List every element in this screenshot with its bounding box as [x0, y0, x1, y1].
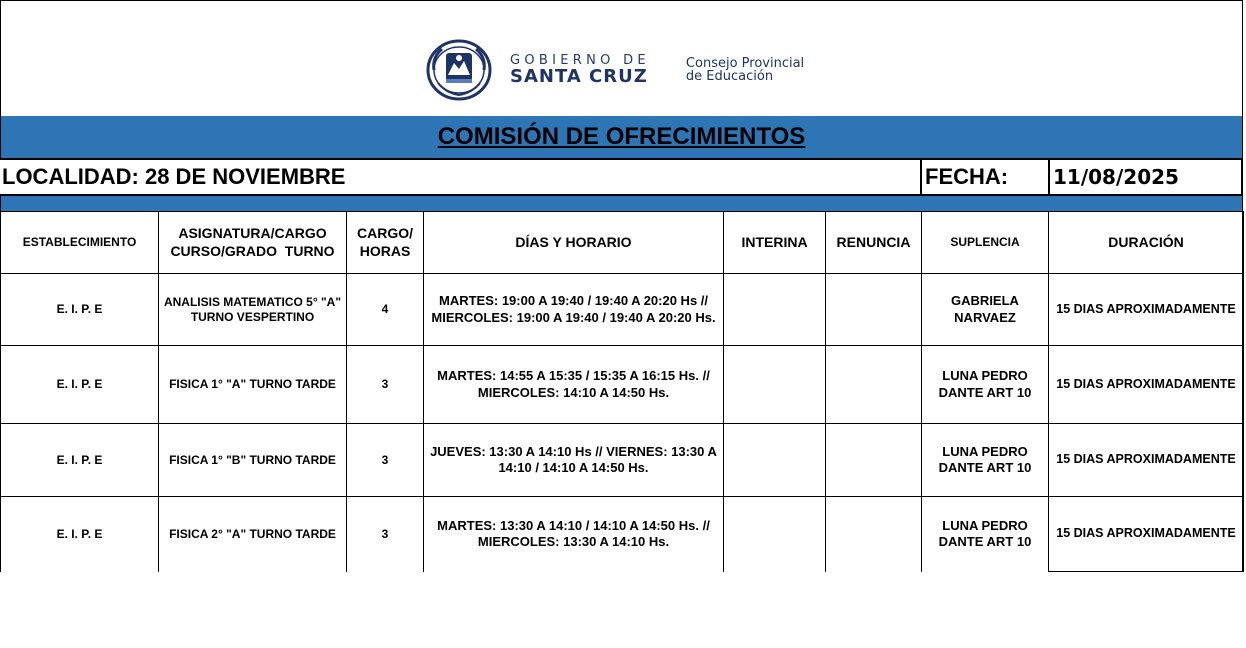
offers-table	[0, 211, 1244, 572]
table-row	[1, 346, 1244, 424]
cell-suplencia: LUNA PEDRO DANTE ART 10	[922, 346, 1049, 424]
cell-renuncia	[826, 424, 922, 497]
gov-line-1: GOBIERNO DE	[510, 53, 650, 68]
cell-suplencia: GABRIELA NARVAEZ	[922, 274, 1049, 346]
col-interina: INTERINA	[724, 212, 826, 274]
fecha-value: 11/08/2025	[1048, 160, 1243, 194]
col-asignatura-line1: ASIGNATURA/CARGO	[178, 225, 327, 241]
col-asignatura	[159, 212, 347, 274]
cell-asignatura: FISICA 2° "A" TURNO TARDE	[159, 497, 347, 572]
col-asignatura-line2: CURSO/GRADO TURNO	[170, 242, 335, 259]
cell-duracion: 15 DIAS APROXIMADAMENTE	[1049, 346, 1244, 424]
cell-establecimiento: E. I. P. E	[1, 424, 159, 497]
cell-establecimiento: E. I. P. E	[1, 497, 159, 572]
consejo-line-2: de Educación	[685, 69, 774, 84]
cell-duracion: 15 DIAS APROXIMADAMENTE	[1049, 497, 1244, 572]
cell-duracion: 15 DIAS APROXIMADAMENTE	[1049, 274, 1244, 346]
title-band	[1, 116, 1242, 158]
col-renuncia: RENUNCIA	[826, 212, 922, 274]
col-cargo-line2: HORAS	[359, 242, 411, 259]
col-cargo-horas	[347, 212, 424, 274]
cell-dias: MARTES: 14:55 A 15:35 / 15:35 A 16:15 Hs. // MIERCOLES: 14:10 A 14:50 Hs.	[424, 346, 724, 424]
cell-suplencia: LUNA PEDRO DANTE ART 10	[922, 424, 1049, 497]
fecha-label: FECHA:	[920, 160, 1048, 194]
table-row	[1, 424, 1244, 497]
localidad-label: LOCALIDAD: 28 DE NOVIEMBRE	[2, 164, 346, 189]
table-header-row	[1, 212, 1244, 274]
consejo-line-1: Consejo Provincial	[685, 56, 805, 71]
cell-suplencia: LUNA PEDRO DANTE ART 10	[922, 497, 1049, 572]
cell-renuncia	[826, 346, 922, 424]
cell-renuncia	[826, 497, 922, 572]
cell-interina	[724, 424, 826, 497]
col-suplencia: SUPLENCIA	[922, 212, 1049, 274]
document-header	[1, 1, 1242, 115]
cell-establecimiento: E. I. P. E	[1, 274, 159, 346]
cell-horas: 3	[347, 424, 424, 497]
cell-asignatura: FISICA 1° "B" TURNO TARDE	[159, 424, 347, 497]
cell-dias: JUEVES: 13:30 A 14:10 Hs // VIERNES: 13:30 A 14:10 / 14:10 A 14:50 Hs.	[424, 424, 724, 497]
cell-duracion: 15 DIAS APROXIMADAMENTE	[1049, 424, 1244, 497]
cell-horas: 4	[347, 274, 424, 346]
cell-horas: 3	[347, 346, 424, 424]
cell-interina	[724, 274, 826, 346]
col-cargo-line1: CARGO/	[357, 225, 413, 241]
cell-interina	[724, 497, 826, 572]
cell-dias: MARTES: 19:00 A 19:40 / 19:40 A 20:20 Hs // MIERCOLES: 19:00 A 19:40 / 19:40 A 20:20 Hs.	[424, 274, 724, 346]
table-row	[1, 497, 1244, 572]
location-date-row	[0, 158, 1243, 196]
col-dias-horario: DÍAS Y HORARIO	[424, 212, 724, 274]
col-duracion: DURACIÓN	[1049, 212, 1244, 274]
cell-renuncia	[826, 274, 922, 346]
gov-line-2: SANTA CRUZ	[510, 66, 648, 87]
cell-asignatura: FISICA 1° "A" TURNO TARDE	[159, 346, 347, 424]
santa-cruz-seal-icon	[426, 39, 492, 101]
document-title: COMISIÓN DE OFRECIMIENTOS	[437, 123, 806, 150]
cell-horas: 3	[347, 497, 424, 572]
cell-establecimiento: E. I. P. E	[1, 346, 159, 424]
cell-dias: MARTES: 13:30 A 14:10 / 14:10 A 14:50 Hs. // MIERCOLES: 13:30 A 14:10 Hs.	[424, 497, 724, 572]
table-row	[1, 274, 1244, 346]
separator-strip	[1, 196, 1242, 211]
cell-interina	[724, 346, 826, 424]
government-logo	[426, 39, 804, 101]
cell-asignatura: ANALISIS MATEMATICO 5° "A" TURNO VESPERTINO	[159, 274, 347, 346]
col-establecimiento: ESTABLECIMIENTO	[1, 212, 159, 274]
